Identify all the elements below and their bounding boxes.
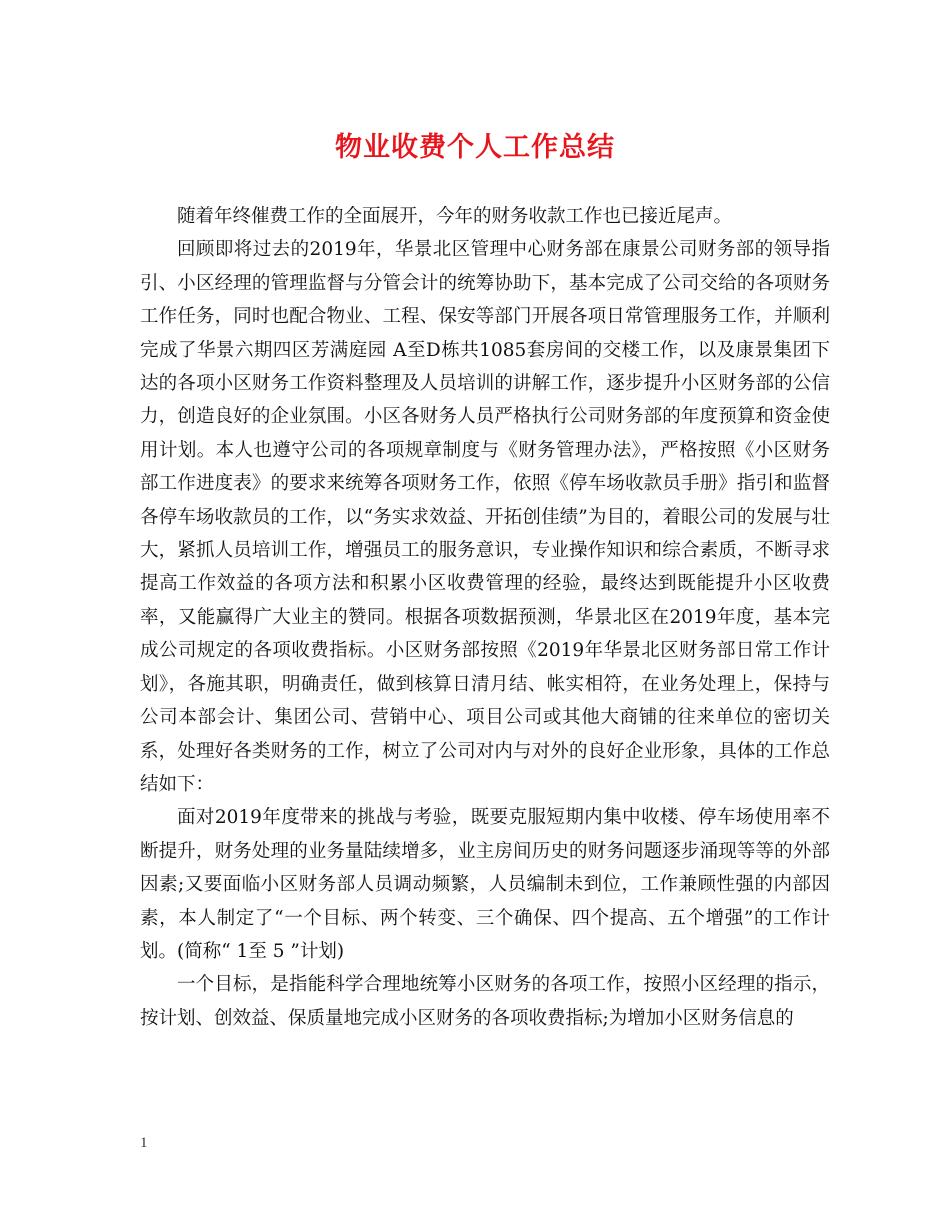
page-number: 1: [140, 1135, 148, 1151]
paragraph-2: 回顾即将过去的2019年，华景北区管理中心财务部在康景公司财务部的领导指引、小区经理的管理监督与分管会计的统筹协助下，基本完成了公司交给的各项财务工作任务，同时也配合物业、工程、保安等部门开展各项日常管理服务工作，并顺利完成了华景六期四区芳满庭园 A至D栋共1085套房间的交楼工作，以及康景集团下达的各项小区财务工作资料整理及人员培训的讲解工作，逐步提升小区财务部的公信力，创造良好的企业氛围。小区各财务人员严格执行公司财务部的年度预算和资金使用计划。本人也遵守公司的各项规章制度与《财务管理办法》，严格按照《小区财务部工作进度表》的要求来统筹各项财务工作，依照《停车场收款员手册》指引和监督各停车场收款员的工作，以“务实求效益、开拓创佳绩”为目的，着眼公司的发展与壮大，紧抓人员培训工作，增强员工的服务意识，专业操作知识和综合素质，不断寻求提高工作效益的各项方法和积累小区收费管理的经验，最终达到既能提升小区收费率，又能赢得广大业主的赞同。根据各项数据预测，华景北区在2019年度，基本完成公司规定的各项收费指标。小区财务部按照《2019年华景北区财务部日常工作计划》，各施其职，明确责任，做到核算日清月结、帐实相符，在业务处理上，保持与公司本部会计、集团公司、营销中心、项目公司或其他大商铺的往来单位的密切关系，处理好各类财务的工作，树立了公司对内与对外的良好企业形象，具体的工作总结如下：: [140, 239, 830, 795]
document-body: [140, 200, 830, 1035]
document-title: 物业收费个人工作总结: [335, 132, 615, 163]
paragraph-3: 面对2019年度带来的挑战与考验，既要克服短期内集中收楼、停车场使用率不断提升，财务处理的业务量陆续增多，业主房间历史的财务问题逐步涌现等等的外部因素;又要面临小区财务部人员调动频繁，人员编制未到位，工作兼顾性强的内部因素，本人制定了“一个目标、两个转变、三个确保、四个提高、五个增强”的工作计划。(简称“ 1至 5 ”计划): [140, 807, 830, 962]
paragraph-4: 一个目标，是指能科学合理地统筹小区财务的各项工作，按照小区经理的指示，按计划、创效益、保质量地完成小区财务的各项收费指标;为增加小区财务信息的: [140, 974, 830, 1029]
paragraph-1: 随着年终催费工作的全面展开，今年的财务收款工作也已接近尾声。: [177, 206, 733, 227]
